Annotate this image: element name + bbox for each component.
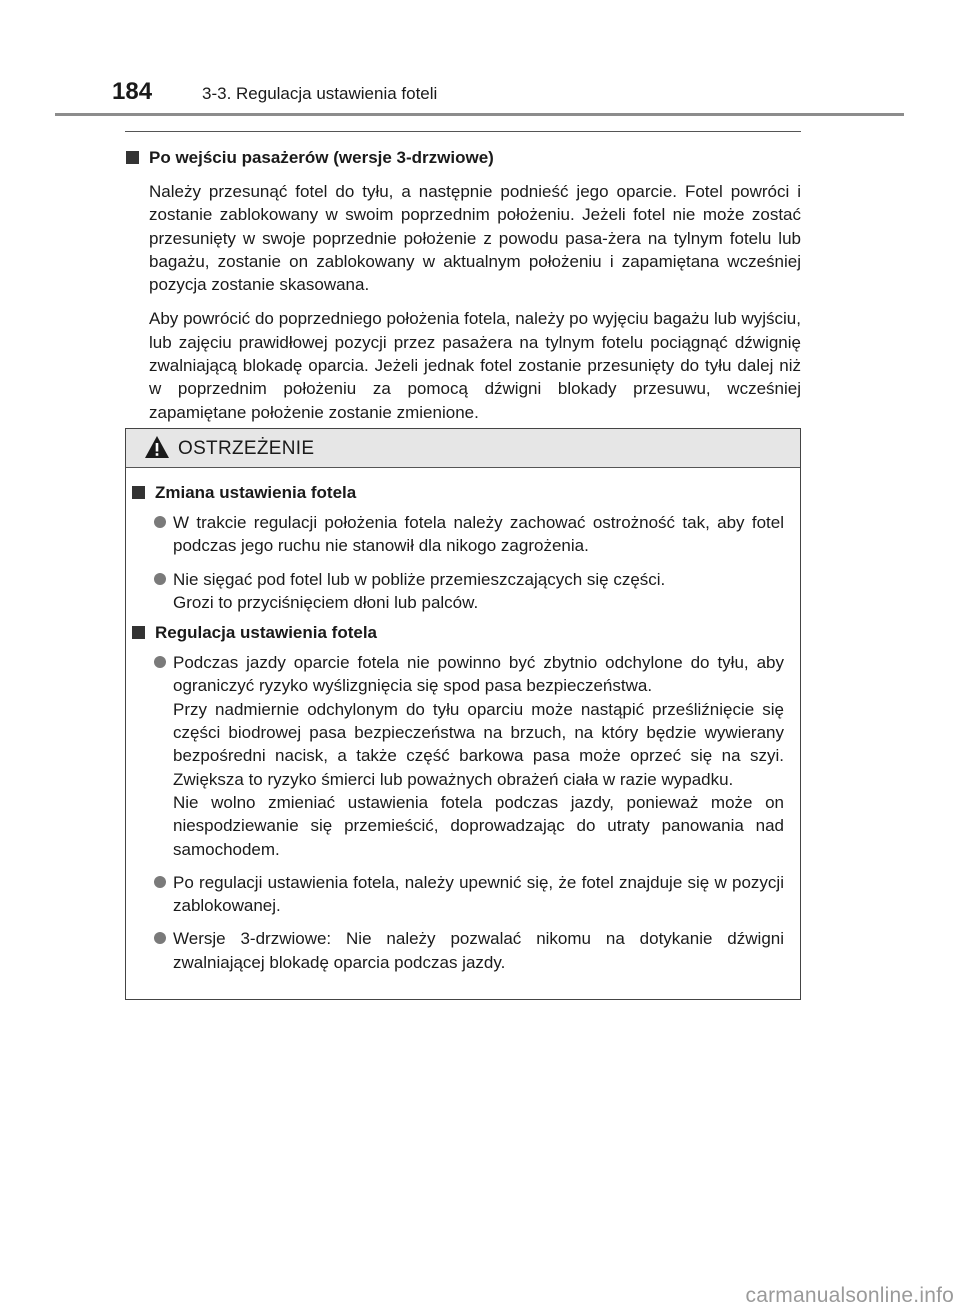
page-number: 184 [112,78,153,105]
page-header [0,78,960,114]
warning-bullet: Nie sięgać pod fotel lub w pobliże przemieszczających się części. Grozi to przyciśnięciem dłoni lub palców. [131,568,784,615]
warning-title: OSTRZEŻENIE [178,438,315,459]
warning-bullet: Wersje 3-drzwiowe: Nie należy pozwalać nikomu na dotykanie dźwigni zwalniającej blokadę oparcia podczas jazdy. [131,927,784,974]
header-divider [55,113,904,116]
round-bullet-icon [154,656,166,668]
round-bullet-icon [154,573,166,585]
warning-triangle-icon [144,435,170,459]
warning-box [125,428,801,1000]
round-bullet-icon [154,932,166,944]
square-bullet-icon [132,486,145,499]
section-after-passengers [125,146,801,424]
round-bullet-icon [154,516,166,528]
square-bullet-icon [126,151,139,164]
paragraph: Należy przesunąć fotel do tyłu, a następnie podnieść jego oparcie. Fotel powróci i zostanie zablokowany w swoim poprzednim położeniu. Jeżeli fotel nie może zostać przesunięty w swoje poprzednie położenie z powodu pasa-żera na tylnym fotelu lub bagażu, zostanie on zablokowany w aktualnym położeniu i zapamiętana wcześniej pozycja zostanie skasowana. [149,182,801,295]
warning-group-heading: Regulacja ustawienia fotela [131,621,784,645]
warning-bullet: Po regulacji ustawienia fotela, należy upewnić się, że fotel znajduje się w pozycji zablokowanej. [131,871,784,918]
chapter-title: 3-3. Regulacja ustawienia foteli [202,84,438,103]
warning-bullet: Podczas jazdy oparcie fotela nie powinno być zbytnio odchylone do tyłu, aby ograniczyć ryzyko wyślizgnięcia się spod pasa bezpieczeństwa. Przy nadmiernie odchylonym do tyłu oparciu może nastąpić prześliźnięcie się części biodrowej pasa bezpieczeństwa na brzuch, na który będzie wywierany bezpośredni nacisk, a także część barkowa pasa może oprzeć się na szyi. Zwiększa to ryzyko śmierci lub poważnych obrażeń ciała w razie wypadku. Nie wolno zmieniać ustawienia fotela podczas jazdy, ponieważ może on niespodziewanie się przemieścić, doprowadzając do utraty panowania nad samochodem. [131,651,784,861]
square-bullet-icon [132,626,145,639]
section-heading: Po wejściu pasażerów (wersje 3-drzwiowe) [125,146,801,170]
warning-bullet: W trakcie regulacji położenia fotela należy zachować ostrożność tak, aby fotel podczas jego ruchu nie stanowił dla nikogo zagrożenia. [131,511,784,558]
warning-group-heading: Zmiana ustawienia fotela [131,481,784,505]
paragraph: Aby powrócić do poprzedniego położenia fotela, należy po wyjęciu bagażu lub wyjściu, lub zajęciu prawidłowej pozycji przez pasażera na tylnym fotelu pociągnąć dźwignię zwalniającą blokadę oparcia. Jeżeli jednak fotel zostanie przesunięty do tyłu dalej niż w poprzednim położeniu za pomocą dźwigni blokady przesuwu, wcześniej zapamiętane położenie zostanie zmienione. [149,309,801,422]
round-bullet-icon [154,876,166,888]
warning-header [126,429,800,468]
section-divider [125,131,801,132]
watermark: carmanualsonline.info [745,1284,954,1307]
warning-body [126,468,800,974]
